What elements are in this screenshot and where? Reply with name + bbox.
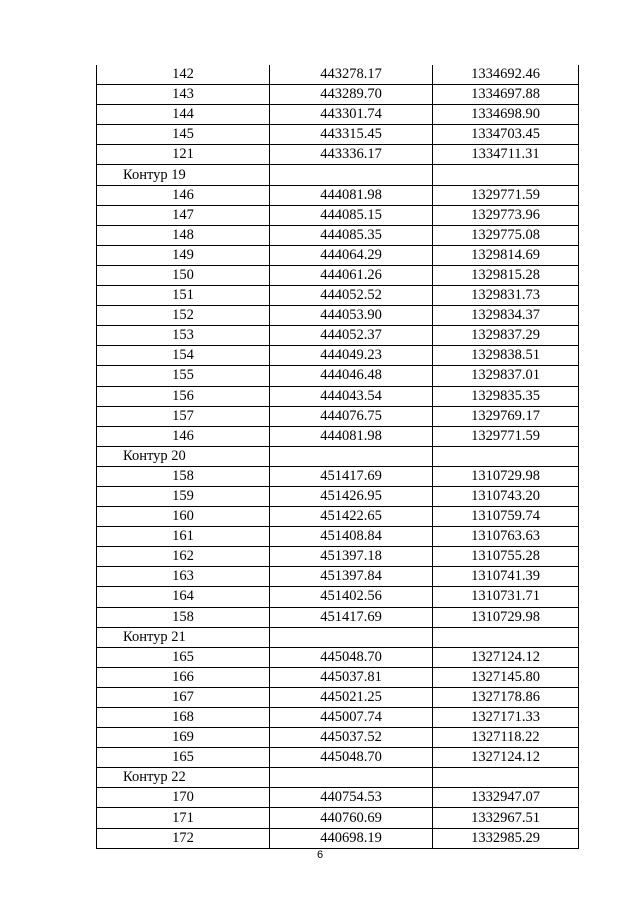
- y-coordinate-cell: 1329815.28: [433, 265, 579, 285]
- table-row: [97, 788, 579, 808]
- y-coordinate-cell: 1310743.20: [433, 486, 579, 506]
- page-number: 6: [316, 849, 324, 861]
- empty-cell: [433, 446, 579, 466]
- coordinates-table-body: [97, 65, 579, 848]
- table-row: [97, 567, 579, 587]
- point-number-cell: 155: [97, 366, 270, 386]
- y-coordinate-cell: 1334711.31: [433, 145, 579, 165]
- y-coordinate-cell: 1310759.74: [433, 507, 579, 527]
- table-row: [97, 286, 579, 306]
- contour-header-row: [97, 446, 579, 466]
- x-coordinate-cell: 443278.17: [270, 65, 433, 85]
- y-coordinate-cell: 1310729.98: [433, 607, 579, 627]
- point-number-cell: 146: [97, 185, 270, 205]
- y-coordinate-cell: 1310755.28: [433, 547, 579, 567]
- contour-label: Контур 19: [97, 165, 270, 185]
- x-coordinate-cell: 443289.70: [270, 85, 433, 105]
- empty-cell: [270, 627, 433, 647]
- point-number-cell: 158: [97, 466, 270, 486]
- y-coordinate-cell: 1329835.35: [433, 386, 579, 406]
- y-coordinate-cell: 1329814.69: [433, 245, 579, 265]
- point-number-cell: 169: [97, 728, 270, 748]
- y-coordinate-cell: 1329769.17: [433, 406, 579, 426]
- point-number-cell: 158: [97, 607, 270, 627]
- table-row: [97, 808, 579, 828]
- point-number-cell: 168: [97, 708, 270, 728]
- contour-label: Контур 21: [97, 627, 270, 647]
- point-number-cell: 153: [97, 326, 270, 346]
- table-row: [97, 245, 579, 265]
- y-coordinate-cell: 1329838.51: [433, 346, 579, 366]
- x-coordinate-cell: 444064.29: [270, 245, 433, 265]
- table-row: [97, 587, 579, 607]
- y-coordinate-cell: 1334698.90: [433, 105, 579, 125]
- y-coordinate-cell: 1334692.46: [433, 65, 579, 85]
- table-row: [97, 708, 579, 728]
- table-row: [97, 265, 579, 285]
- point-number-cell: 166: [97, 667, 270, 687]
- table-row: [97, 346, 579, 366]
- contour-label: Контур 20: [97, 446, 270, 466]
- point-number-cell: 142: [97, 65, 270, 85]
- point-number-cell: 157: [97, 406, 270, 426]
- point-number-cell: 146: [97, 426, 270, 446]
- x-coordinate-cell: 444046.48: [270, 366, 433, 386]
- x-coordinate-cell: 444061.26: [270, 265, 433, 285]
- table-row: [97, 426, 579, 446]
- table-row: [97, 105, 579, 125]
- point-number-cell: 151: [97, 286, 270, 306]
- y-coordinate-cell: 1310731.71: [433, 587, 579, 607]
- table-row: [97, 687, 579, 707]
- x-coordinate-cell: 445048.70: [270, 748, 433, 768]
- point-number-cell: 149: [97, 245, 270, 265]
- point-number-cell: 152: [97, 306, 270, 326]
- x-coordinate-cell: 440754.53: [270, 788, 433, 808]
- table-row: [97, 748, 579, 768]
- table-row: [97, 667, 579, 687]
- table-row: [97, 85, 579, 105]
- y-coordinate-cell: 1310729.98: [433, 466, 579, 486]
- table-row: [97, 326, 579, 346]
- y-coordinate-cell: 1332967.51: [433, 808, 579, 828]
- x-coordinate-cell: 445048.70: [270, 647, 433, 667]
- x-coordinate-cell: 445037.81: [270, 667, 433, 687]
- y-coordinate-cell: 1327145.80: [433, 667, 579, 687]
- x-coordinate-cell: 444085.15: [270, 205, 433, 225]
- x-coordinate-cell: 451422.65: [270, 507, 433, 527]
- point-number-cell: 156: [97, 386, 270, 406]
- point-number-cell: 167: [97, 687, 270, 707]
- point-number-cell: 145: [97, 125, 270, 145]
- table-row: [97, 205, 579, 225]
- x-coordinate-cell: 444049.23: [270, 346, 433, 366]
- x-coordinate-cell: 445007.74: [270, 708, 433, 728]
- table-row: [97, 647, 579, 667]
- x-coordinate-cell: 451417.69: [270, 466, 433, 486]
- y-coordinate-cell: 1327124.12: [433, 748, 579, 768]
- table-row: [97, 366, 579, 386]
- coordinates-table: [96, 65, 579, 849]
- y-coordinate-cell: 1327171.33: [433, 708, 579, 728]
- contour-header-row: [97, 165, 579, 185]
- point-number-cell: 165: [97, 748, 270, 768]
- table-row: [97, 466, 579, 486]
- y-coordinate-cell: 1329834.37: [433, 306, 579, 326]
- x-coordinate-cell: 445021.25: [270, 687, 433, 707]
- table-row: [97, 145, 579, 165]
- x-coordinate-cell: 443336.17: [270, 145, 433, 165]
- x-coordinate-cell: 440760.69: [270, 808, 433, 828]
- x-coordinate-cell: 444085.35: [270, 225, 433, 245]
- y-coordinate-cell: 1329837.01: [433, 366, 579, 386]
- y-coordinate-cell: 1327118.22: [433, 728, 579, 748]
- x-coordinate-cell: 440698.19: [270, 828, 433, 848]
- table-row: [97, 486, 579, 506]
- x-coordinate-cell: 444052.37: [270, 326, 433, 346]
- point-number-cell: 163: [97, 567, 270, 587]
- point-number-cell: 172: [97, 828, 270, 848]
- y-coordinate-cell: 1310763.63: [433, 527, 579, 547]
- table-row: [97, 65, 579, 85]
- y-coordinate-cell: 1332985.29: [433, 828, 579, 848]
- y-coordinate-cell: 1329771.59: [433, 185, 579, 205]
- x-coordinate-cell: 451426.95: [270, 486, 433, 506]
- table-row: [97, 527, 579, 547]
- point-number-cell: 147: [97, 205, 270, 225]
- table-row: [97, 386, 579, 406]
- point-number-cell: 143: [97, 85, 270, 105]
- x-coordinate-cell: 444081.98: [270, 426, 433, 446]
- x-coordinate-cell: 451408.84: [270, 527, 433, 547]
- y-coordinate-cell: 1327178.86: [433, 687, 579, 707]
- x-coordinate-cell: 443315.45: [270, 125, 433, 145]
- x-coordinate-cell: 451417.69: [270, 607, 433, 627]
- empty-cell: [270, 165, 433, 185]
- contour-header-row: [97, 768, 579, 788]
- point-number-cell: 162: [97, 547, 270, 567]
- point-number-cell: 170: [97, 788, 270, 808]
- x-coordinate-cell: 444043.54: [270, 386, 433, 406]
- table-row: [97, 225, 579, 245]
- y-coordinate-cell: 1327124.12: [433, 647, 579, 667]
- x-coordinate-cell: 443301.74: [270, 105, 433, 125]
- table-row: [97, 728, 579, 748]
- point-number-cell: 154: [97, 346, 270, 366]
- empty-cell: [270, 446, 433, 466]
- x-coordinate-cell: 444052.52: [270, 286, 433, 306]
- y-coordinate-cell: 1310741.39: [433, 567, 579, 587]
- point-number-cell: 159: [97, 486, 270, 506]
- contour-header-row: [97, 627, 579, 647]
- point-number-cell: 121: [97, 145, 270, 165]
- x-coordinate-cell: 444076.75: [270, 406, 433, 426]
- point-number-cell: 148: [97, 225, 270, 245]
- empty-cell: [433, 627, 579, 647]
- empty-cell: [433, 768, 579, 788]
- empty-cell: [270, 768, 433, 788]
- y-coordinate-cell: 1329837.29: [433, 326, 579, 346]
- y-coordinate-cell: 1329775.08: [433, 225, 579, 245]
- empty-cell: [433, 165, 579, 185]
- x-coordinate-cell: 451397.84: [270, 567, 433, 587]
- y-coordinate-cell: 1332947.07: [433, 788, 579, 808]
- point-number-cell: 150: [97, 265, 270, 285]
- point-number-cell: 165: [97, 647, 270, 667]
- table-row: [97, 828, 579, 848]
- point-number-cell: 144: [97, 105, 270, 125]
- point-number-cell: 160: [97, 507, 270, 527]
- y-coordinate-cell: 1329771.59: [433, 426, 579, 446]
- table-row: [97, 507, 579, 527]
- x-coordinate-cell: 444081.98: [270, 185, 433, 205]
- y-coordinate-cell: 1334703.45: [433, 125, 579, 145]
- table-row: [97, 125, 579, 145]
- table-row: [97, 607, 579, 627]
- point-number-cell: 171: [97, 808, 270, 828]
- table-row: [97, 406, 579, 426]
- x-coordinate-cell: 451397.18: [270, 547, 433, 567]
- table-row: [97, 547, 579, 567]
- point-number-cell: 161: [97, 527, 270, 547]
- x-coordinate-cell: 451402.56: [270, 587, 433, 607]
- x-coordinate-cell: 444053.90: [270, 306, 433, 326]
- x-coordinate-cell: 445037.52: [270, 728, 433, 748]
- y-coordinate-cell: 1329831.73: [433, 286, 579, 306]
- table-row: [97, 306, 579, 326]
- table-row: [97, 185, 579, 205]
- contour-label: Контур 22: [97, 768, 270, 788]
- point-number-cell: 164: [97, 587, 270, 607]
- y-coordinate-cell: 1334697.88: [433, 85, 579, 105]
- y-coordinate-cell: 1329773.96: [433, 205, 579, 225]
